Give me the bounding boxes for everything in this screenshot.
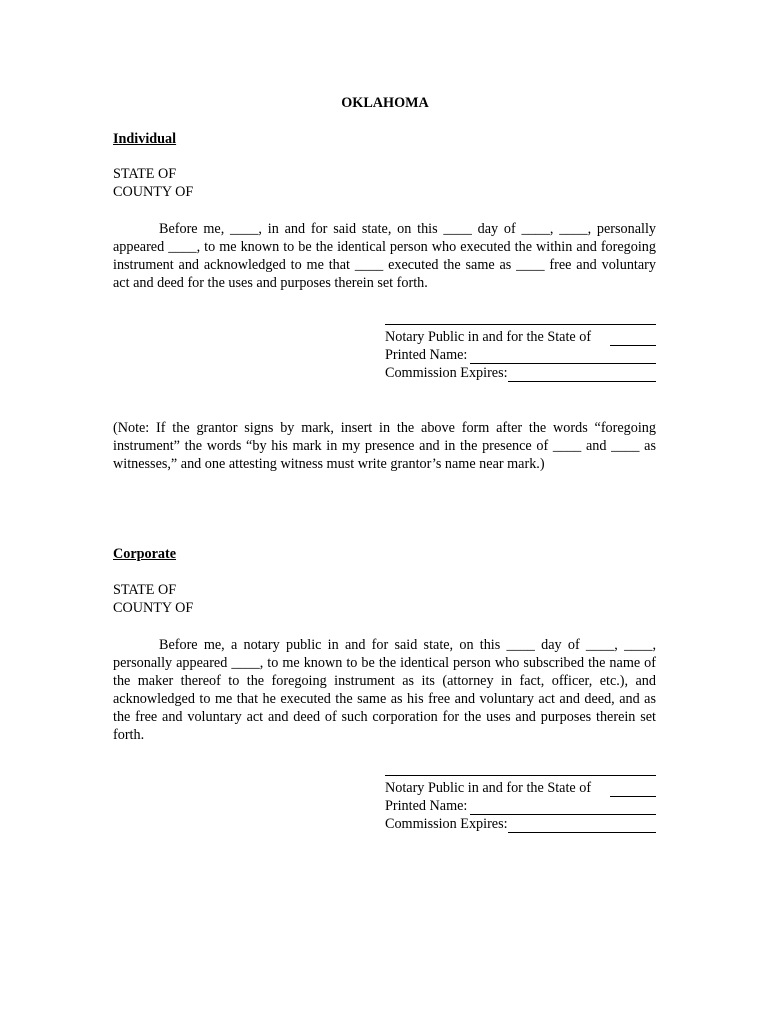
- individual-notary-label: Notary Public in and for the State of: [385, 329, 592, 345]
- corporate-signature-line[interactable]: [385, 775, 656, 776]
- corporate-commission-label: Commission Expires:: [385, 816, 508, 832]
- individual-heading: Individual: [113, 131, 177, 147]
- grantor-mark-note: (Note: If the grantor signs by mark, insert in the above form after the words “foregoing instrument” the words “by his mark in my presence and in the presence of ____ and ____ as witnesses,” and one attesting witness must write grantor’s name near mark.): [113, 420, 656, 472]
- document-title: OKLAHOMA: [341, 95, 429, 111]
- corporate-notary-state-field[interactable]: [610, 783, 656, 797]
- individual-printed-name-label: Printed Name:: [385, 347, 468, 363]
- corporate-notary-label: Notary Public in and for the State of: [385, 780, 592, 796]
- corporate-state-label: STATE OF: [113, 582, 177, 598]
- individual-venue: [113, 165, 193, 201]
- individual-printed-name-row: [385, 346, 656, 364]
- corporate-notary-row: [385, 779, 656, 797]
- corporate-signature-block: [385, 775, 656, 833]
- individual-commission-row: [385, 364, 656, 382]
- corporate-commission-row: [385, 815, 656, 833]
- individual-notary-row: [385, 328, 656, 346]
- individual-notary-state-field[interactable]: [610, 332, 656, 346]
- individual-county-label: COUNTY OF: [113, 184, 194, 200]
- individual-signature-line[interactable]: [385, 324, 656, 325]
- individual-commission-field[interactable]: [508, 368, 656, 382]
- individual-acknowledgment-paragraph: Before me, ____, in and for said state, on this ____ day of ____, ____, personally appeared ____, to me known to be the identical person who executed the within and foregoing instrument and acknowledged to me that ____ executed the same as ____ free and voluntary act and deed for the uses and purposes therein set forth.: [113, 221, 656, 291]
- corporate-county-label: COUNTY OF: [113, 600, 194, 616]
- corporate-venue: [113, 581, 193, 617]
- corporate-commission-field[interactable]: [508, 819, 656, 833]
- corporate-printed-name-row: [385, 797, 656, 815]
- corporate-printed-name-label: Printed Name:: [385, 798, 468, 814]
- individual-printed-name-field[interactable]: [470, 350, 656, 364]
- individual-signature-block: [385, 324, 656, 382]
- corporate-heading: Corporate: [113, 546, 177, 562]
- individual-commission-label: Commission Expires:: [385, 365, 508, 381]
- individual-state-label: STATE OF: [113, 166, 177, 182]
- corporate-acknowledgment-paragraph: Before me, a notary public in and for said state, on this ____ day of ____, ____, personally appeared ____, to me known to be the identical person who subscribed the name of the maker thereof to the foregoing instrument as its (attorney in fact, officer, etc.), and acknowledged to me that he executed the same as his free and voluntary act and deed, and as the free and voluntary act and deed of such corporation for the uses and purposes therein set forth.: [113, 637, 656, 743]
- corporate-printed-name-field[interactable]: [470, 801, 656, 815]
